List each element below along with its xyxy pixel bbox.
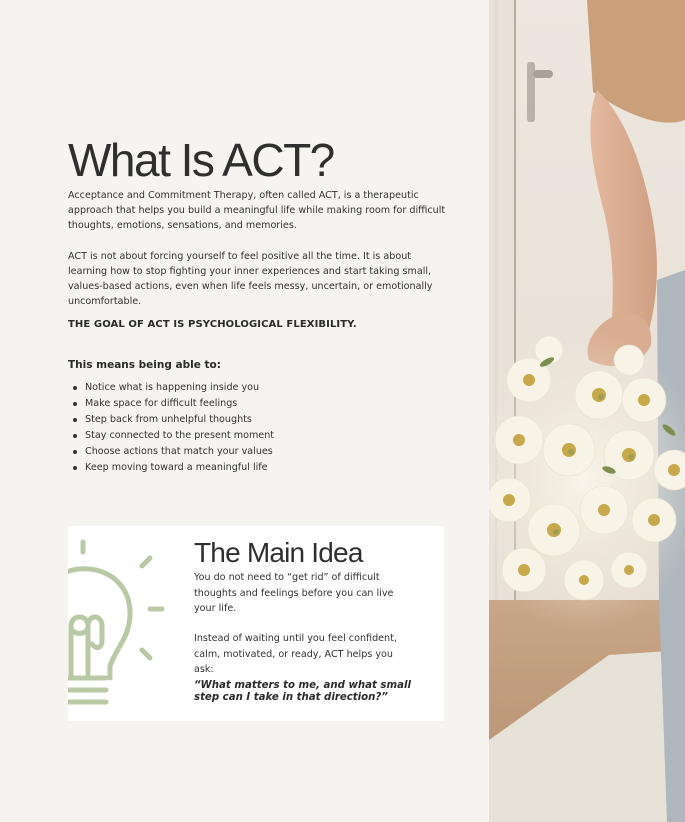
means-heading: This means being able to: — [68, 359, 221, 371]
main-idea-card — [68, 526, 444, 721]
intro-paragraph: Acceptance and Commitment Therapy, often called ACT, is a therapeutic approach that helps you build a meaningful life while making room for difficult thoughts, emotions, sensations, and memories. — [68, 190, 446, 231]
goal-statement: THE GOAL OF ACT IS PSYCHOLOGICAL FLEXIBILITY. — [68, 319, 357, 330]
means-list — [68, 380, 274, 476]
main-idea-paragraph: Instead of waiting until you feel confident, calm, motivated, or ready, ACT helps you ask: — [194, 633, 397, 675]
list-item: Keep moving toward a meaningful life — [68, 460, 274, 476]
list-item: Notice what is happening inside you — [68, 380, 274, 396]
photo-illustration — [489, 0, 685, 822]
main-idea-paragraph: You do not need to “get rid” of difficult thoughts and feelings before you can live your life. — [194, 572, 394, 614]
main-idea-quote: “What matters to me, and what small step can I take in that direction?” — [194, 680, 411, 703]
list-item: Choose actions that match your values — [68, 444, 274, 460]
lightbulb-icon — [68, 526, 178, 721]
list-item: Stay connected to the present moment — [68, 428, 274, 444]
intro-paragraph: ACT is not about forcing yourself to feel positive all the time. It is about learning how to stop fighting your inner experiences and start taking small, values-based actions, even when life feels messy, uncertain, or emotionally uncomfortable. — [68, 251, 433, 307]
hand-holding-daisies-photo — [489, 0, 685, 822]
list-item: Make space for difficult feelings — [68, 396, 274, 412]
list-item: Step back from unhelpful thoughts — [68, 412, 274, 428]
main-idea-title: The Main Idea — [194, 537, 363, 568]
page-title: What Is ACT? — [68, 134, 334, 186]
